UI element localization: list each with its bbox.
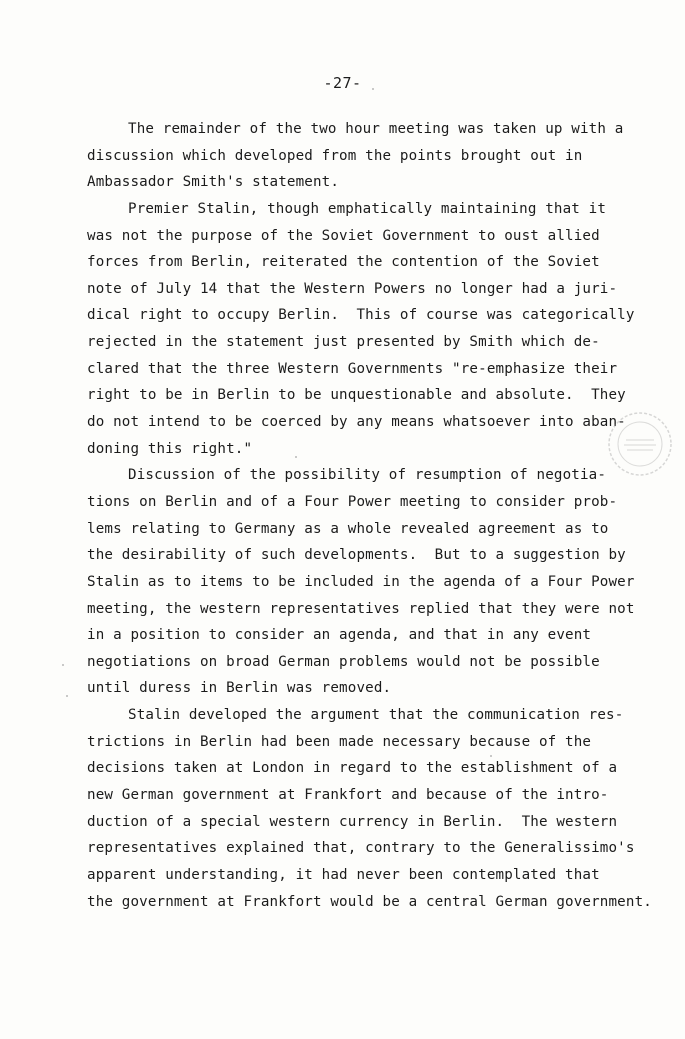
text-line: doning this right." xyxy=(87,440,253,457)
text-line: The remainder of the two hour meeting was taken up with a xyxy=(128,121,624,137)
text-line: trictions in Berlin had been made necessary because of the xyxy=(87,733,592,750)
text-line: forces from Berlin, reiterated the contention of the Soviet xyxy=(87,254,600,271)
text-line: dical right to occupy Berlin. This of course was categorically xyxy=(87,307,635,324)
scan-speck xyxy=(295,456,297,458)
text-line: lems relating to Germany as a whole revealed agreement as to xyxy=(87,520,609,537)
text-line: Ambassador Smith's statement. xyxy=(87,174,340,191)
text-line: until duress in Berlin was removed. xyxy=(87,680,392,697)
scan-speck xyxy=(490,755,492,757)
text-line: was not the purpose of the Soviet Government to oust allied xyxy=(87,227,600,244)
text-line: the government at Frankfort would be a central German government. xyxy=(87,893,652,910)
scan-speck xyxy=(372,88,374,90)
text-line: clared that the three Western Governments "re-emphasize their xyxy=(87,360,618,377)
text-line: Stalin developed the argument that the communication res- xyxy=(128,707,624,724)
text-line: meeting, the western representatives replied that they were not xyxy=(87,600,635,617)
text-line: Premier Stalin, though emphatically maintaining that it xyxy=(128,200,607,217)
text-line: decisions taken at London in regard to the establishment of a xyxy=(87,760,618,777)
text-line: in a position to consider an agenda, and that in any event xyxy=(87,627,592,644)
text-line: representatives explained that, contrary to the Generalissimo's xyxy=(87,840,635,857)
paragraph-1 xyxy=(87,116,647,196)
text-line: do not intend to be coerced by any means whatsoever into aban- xyxy=(87,414,626,431)
paragraph-4 xyxy=(87,702,652,915)
text-line: rejected in the statement just presented by Smith which de- xyxy=(87,334,600,351)
scan-speck xyxy=(66,695,68,697)
text-line: new German government at Frankfort and because of the intro- xyxy=(87,787,609,804)
archive-stamp-icon xyxy=(606,410,674,478)
paragraph-2 xyxy=(87,196,647,462)
text-line: note of July 14 that the Western Powers no longer had a juri- xyxy=(87,280,618,297)
document-body xyxy=(87,116,652,915)
text-line: negotiations on broad German problems would not be possible xyxy=(87,653,600,670)
text-line: Stalin as to items to be included in the agenda of a Four Power xyxy=(87,573,635,590)
text-line: right to be in Berlin to be unquestionable and absolute. They xyxy=(87,387,626,404)
text-line: apparent understanding, it had never been contemplated that xyxy=(87,866,600,883)
text-line: duction of a special western currency in Berlin. The western xyxy=(87,813,618,830)
scan-speck xyxy=(62,664,64,666)
paragraph-3 xyxy=(87,462,647,702)
text-line: the desirability of such developments. But to a suggestion by xyxy=(87,547,626,564)
text-line: tions on Berlin and of a Four Power meeting to consider prob- xyxy=(87,493,618,510)
text-line: discussion which developed from the points brought out in xyxy=(87,147,583,164)
text-line: Discussion of the possibility of resumption of negotia- xyxy=(128,467,607,484)
page-number: -27- xyxy=(323,74,362,92)
